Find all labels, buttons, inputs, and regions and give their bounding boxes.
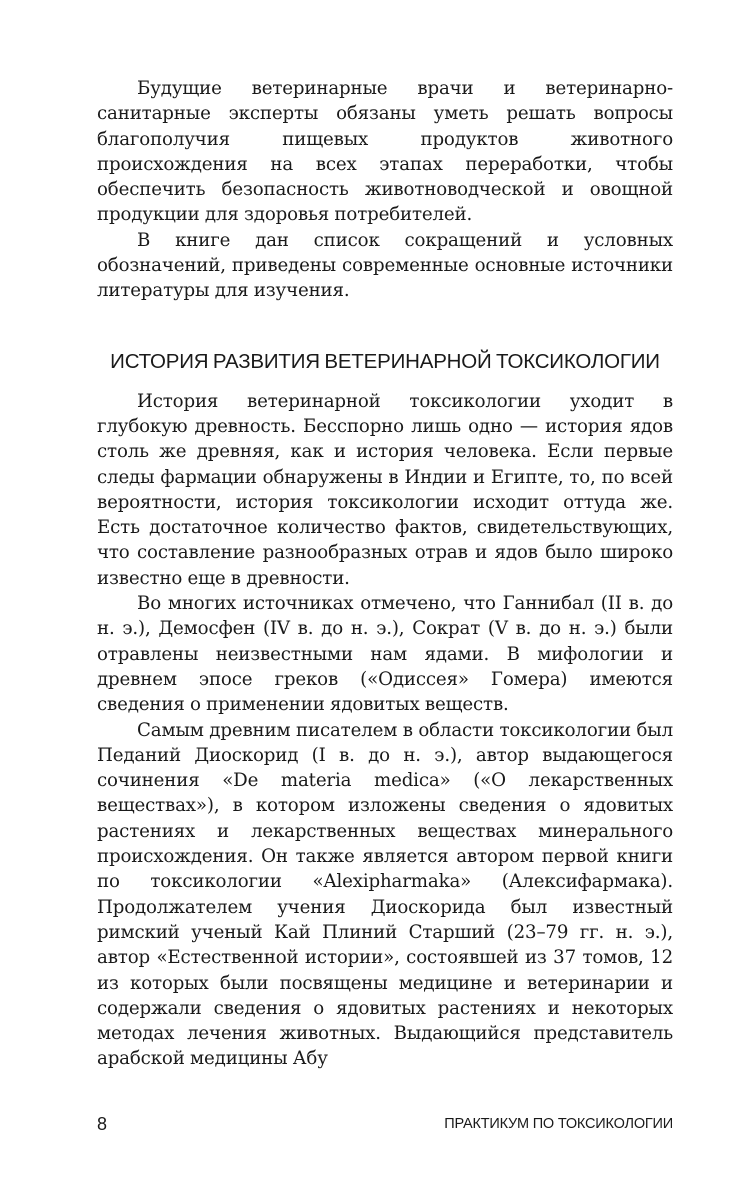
page-number: 8 xyxy=(97,1114,108,1134)
history-paragraph-3: Самым древним писателем в области токсикологии был Педаний Диоскорид (I в. до н. э.), автор выдающегося сочинения «De materia medica» («О лекарственных веществах»), в котором изложены сведения о ядовитых растениях и лекарственных веществах минерального происхождения. Он также является автором первой книги по токсикологии «Alexipharmaka» (Алексифармака). Продолжателем учения Диоскорида был известный римский ученый Кай Плиний Старший (23–79 гг. н. э.), автор «Естественной истории», состоявшей из 37 томов, 12 из которых были посвящены медицине и ветеринарии и содержали сведения о ядовитых растениях и некоторых методах лечения животных. Выдающийся представитель арабской медицины Абу xyxy=(97,719,673,1070)
history-paragraph-2: Во многих источниках отмечено, что Ганнибал (II в. до н. э.), Демосфен (IV в. до н. э.), Сократ (V в. до н. э.) были отравлены неизвестными нам ядами. В мифологии и древнем эпосе греков («Одиссея» Гомера) имеются сведения о применении ядовитых веществ. xyxy=(97,593,673,716)
page-body xyxy=(97,76,673,1072)
history-paragraph-1: История ветеринарной токсикологии уходит в глубокую древность. Бесспорно лишь одно — история ядов столь же древняя, как и история человека. Если первые следы фармации обнаружены в Индии и Египте, то, по всей вероятности, история токсикологии исходит оттуда же. Есть достаточное количество фактов, свидетельствующих, что составление разнообразных отрав и ядов было широко известно еще в древности. xyxy=(97,390,673,589)
intro-paragraph-2: В книге дан список сокращений и условных обозначений, приведены современные основные источники литературы для изучения. xyxy=(97,229,673,302)
page-footer xyxy=(97,1114,673,1138)
intro-paragraph-1: Будущие ветеринарные врачи и ветеринарно-санитарные эксперты обязаны уметь решать вопросы благополучия пищевых продуктов животного происхождения на всех этапах переработки, чтобы обеспечить безопасность животноводческой и овощной продукции для здоровья потребителей. xyxy=(97,78,673,226)
section-heading: ИСТОРИЯ РАЗВИТИЯ ВЕТЕРИНАРНОЙ ТОКСИКОЛОГИИ xyxy=(110,349,660,373)
running-title: ПРАКТИКУМ ПО ТОКСИКОЛОГИИ xyxy=(444,1116,673,1132)
